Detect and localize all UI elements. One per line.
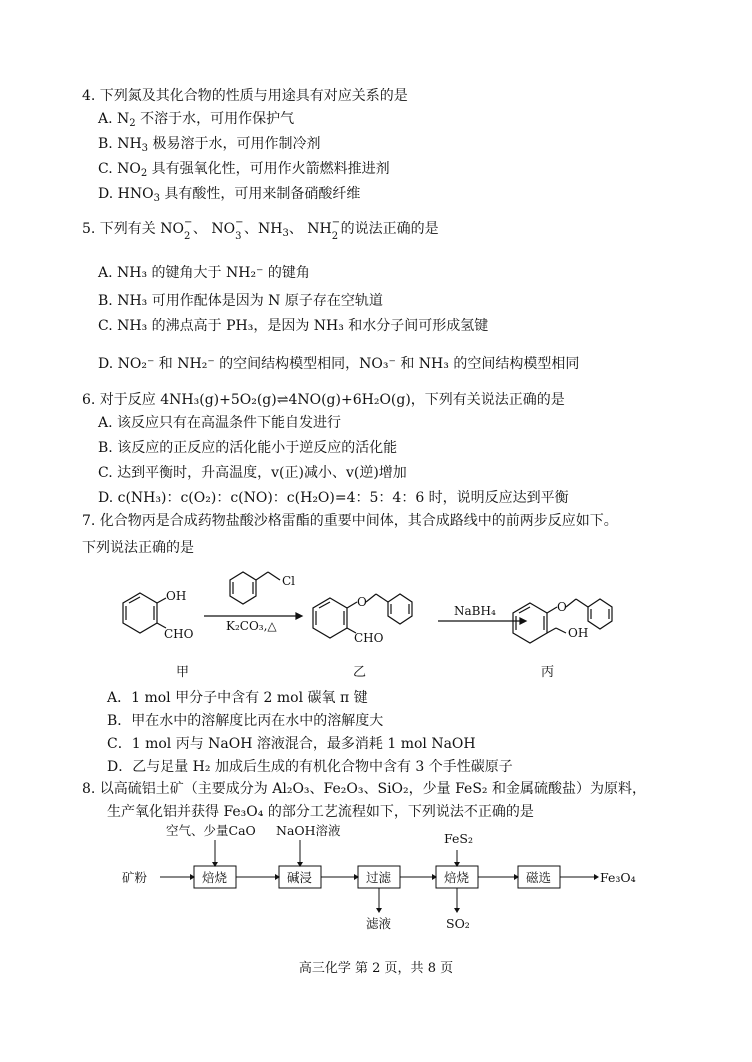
ch2oh-group-label: OH	[568, 626, 589, 640]
q7-option-b: B．甲在水中的溶解度比丙在水中的溶解度大	[107, 713, 384, 729]
q7-reaction-scheme	[100, 558, 660, 688]
flow-step-roast-1: 焙烧	[202, 870, 228, 885]
q8-process-flow	[120, 822, 680, 937]
label-jia: 甲	[176, 665, 190, 680]
q5-option-c: C. NH₃ 的沸点高于 PH₃，是因为 NH₃ 和水分子间可形成氢键	[98, 318, 489, 334]
reagent-k2co3: K₂CO₃,△	[226, 619, 277, 633]
flow-input-air-cao: 空气、少量CaO	[166, 823, 256, 838]
q4-option-d: D. $HNO_3$ 具有酸性，可用来制备硝酸纤维	[98, 186, 361, 204]
q6-option-b: B. 该反应的正反应的活化能小于逆反应的活化能	[98, 440, 398, 456]
q6-option-d: D. c(NH₃)：c(O₂)：c(NO)：c(H₂O)=4：5：4：6 时，说明反应达到平衡	[98, 490, 569, 506]
q6-stem: 6. 对于反应 4NH₃(g)+5O₂(g)⇌4NO(g)+6H₂O(g)，下列有关说法正确的是	[82, 392, 565, 408]
reagent-nabh4: NaBH₄	[454, 604, 496, 618]
flow-step-alkali-leach: 碱浸	[287, 870, 313, 885]
q8-stem-line1: 8. 以高硫铝土矿（主要成分为 Al₂O₃、Fe₂O₃、SiO₂，少量 FeS₂ 和金属硫酸盐）为原料，	[82, 781, 646, 797]
q5-option-a: A. NH₃ 的键角大于 NH₂⁻ 的键角	[98, 265, 310, 281]
q4-option-c: C. $NO_2$ 具有强氧化性，可用作火箭燃料推进剂	[98, 161, 390, 179]
q4-option-a: A. $N_2$ 不溶于水，可用作保护气	[98, 111, 295, 129]
q4-option-b: B. $NH_3$ 极易溶于水，可用作制冷剂	[98, 136, 321, 154]
q7-stem-line1: 7. 化合物丙是合成药物盐酸沙格雷酯的重要中间体，其合成路线中的前两步反应如下。	[82, 513, 618, 529]
q4-stem: 4. 下列氮及其化合物的性质与用途具有对应关系的是	[82, 88, 408, 104]
q7-option-a: A．1 mol 甲分子中含有 2 mol 碳氧 π 键	[107, 690, 368, 706]
flow-product-fe3o4: Fe₃O₄	[600, 870, 636, 885]
flow-input-fes2: FeS₂	[444, 831, 473, 846]
q8-stem-line2: 生产氧化铝并获得 Fe₃O₄ 的部分工艺流程如下，下列说法不正确的是	[107, 804, 534, 820]
flow-output-so2: SO₂	[446, 916, 470, 931]
q6-option-a: A. 该反应只有在高温条件下能自发进行	[98, 415, 342, 431]
page-footer: 高三化学 第 2 页，共 8 页	[298, 961, 454, 976]
flow-output-filtrate: 滤液	[366, 916, 392, 931]
q7-stem-line2: 下列说法正确的是	[82, 540, 194, 556]
q5-stem: 5. 下列有关 NO − 2 、 NO − 3 、$NH_3$、 NH − 2 的说法正确的是	[82, 217, 439, 242]
q5-option-d: D. NO₂⁻ 和 NH₂⁻ 的空间结构模型相同，NO₃⁻ 和 NH₃ 的空间结构模型相同	[98, 356, 580, 372]
cl-atom-label: Cl	[282, 574, 296, 588]
o-atom-label-bing: O	[557, 600, 567, 614]
oh-group-label: OH	[166, 589, 187, 603]
flow-input-naoh: NaOH溶液	[276, 823, 341, 838]
cho-group-label-yi: CHO	[354, 631, 384, 645]
cho-group-label-jia: CHO	[164, 627, 194, 641]
flow-start-ore-powder: 矿粉	[122, 870, 148, 885]
q6-option-c: C. 达到平衡时，升高温度，v(正)减小、v(逆)增加	[98, 465, 407, 481]
flow-step-roast-2: 焙烧	[444, 870, 470, 885]
flow-step-magnetic-separation: 磁选	[526, 870, 552, 885]
label-bing: 丙	[541, 665, 555, 680]
flow-step-filter: 过滤	[366, 870, 392, 885]
label-yi: 乙	[353, 665, 367, 680]
q7-option-c: C．1 mol 丙与 NaOH 溶液混合，最多消耗 1 mol NaOH	[107, 736, 476, 752]
q5-option-b: B. NH₃ 可用作配体是因为 N 原子存在空轨道	[98, 293, 383, 309]
q7-option-d: D．乙与足量 H₂ 加成后生成的有机化合物中含有 3 个手性碳原子	[107, 759, 513, 775]
o-atom-label-yi: O	[357, 595, 367, 609]
